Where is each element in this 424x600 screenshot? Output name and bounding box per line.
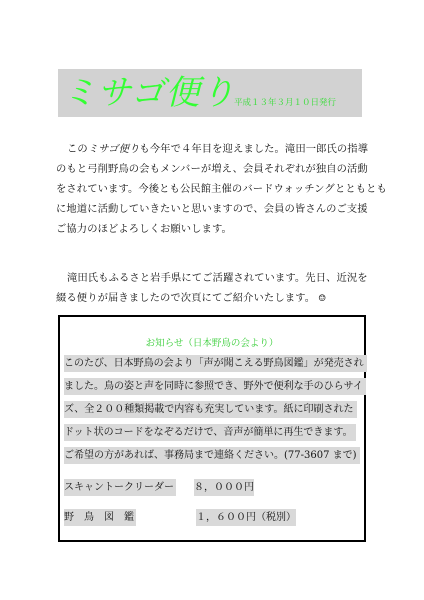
second-line-2-text: 綴る便りが届きましたので次頁にてご紹介いたします。	[56, 292, 316, 304]
intro-line-1: このミサゴ便りも今年で４年目を迎えました。滝田一郎氏の指導	[67, 143, 369, 155]
notice-line: ズ、全２００種類掲載で内容も充実しています。紙に印刷された	[64, 401, 357, 418]
price-item-name: 野 鳥 図 鑑	[64, 509, 136, 526]
second-paragraph	[56, 268, 368, 308]
notice-box	[58, 315, 366, 542]
price-item-name: スキャントークリーダー	[64, 479, 176, 496]
second-line-2	[56, 288, 368, 308]
price-item-value: ８，０００円	[194, 479, 254, 496]
intro-paragraph	[56, 139, 387, 239]
price-row-book	[64, 509, 296, 526]
price-row-reader	[64, 479, 254, 496]
intro-line-5: ご協力のほどよろしくお願いします。	[56, 223, 232, 235]
intro-line-2: のもと弓削野鳥の会もメンバーが増え、会員それぞれが独自の活動	[56, 163, 368, 175]
intro-line-3: をされています。今後とも公民館主催のバードウォッチングとともとも	[56, 183, 387, 195]
intro-line-4: に地道に活動していきたいと思いますので、会員の皆さんのご支援	[56, 203, 368, 215]
notice-line: このたび、日本野鳥の会より「声が聞こえる野鳥図鑑」が発売され	[64, 355, 367, 372]
notice-line: ドット状のコードをなぞるだけで、音声が簡単に再生できます。	[64, 424, 356, 441]
second-line-1: 滝田氏もふるさと岩手県にてご活躍されています。先日、近況を	[67, 272, 368, 284]
notice-line: ご希望の方があれば、事務局まで連絡ください。(77-3607 まで)	[64, 447, 360, 464]
newsletter-title: ミサゴ便り	[62, 73, 236, 113]
smiley-face-icon: ☺	[318, 294, 327, 304]
price-item-value: １，６００円（税別）	[196, 509, 296, 526]
notice-line: ました。鳥の姿と声を同時に参照でき、野外で便利な手のひらサイ	[64, 378, 366, 395]
issue-date: 平成１３年３月１０日発行	[234, 98, 337, 108]
notice-title: お知らせ（日本野鳥の会より）	[145, 338, 279, 349]
